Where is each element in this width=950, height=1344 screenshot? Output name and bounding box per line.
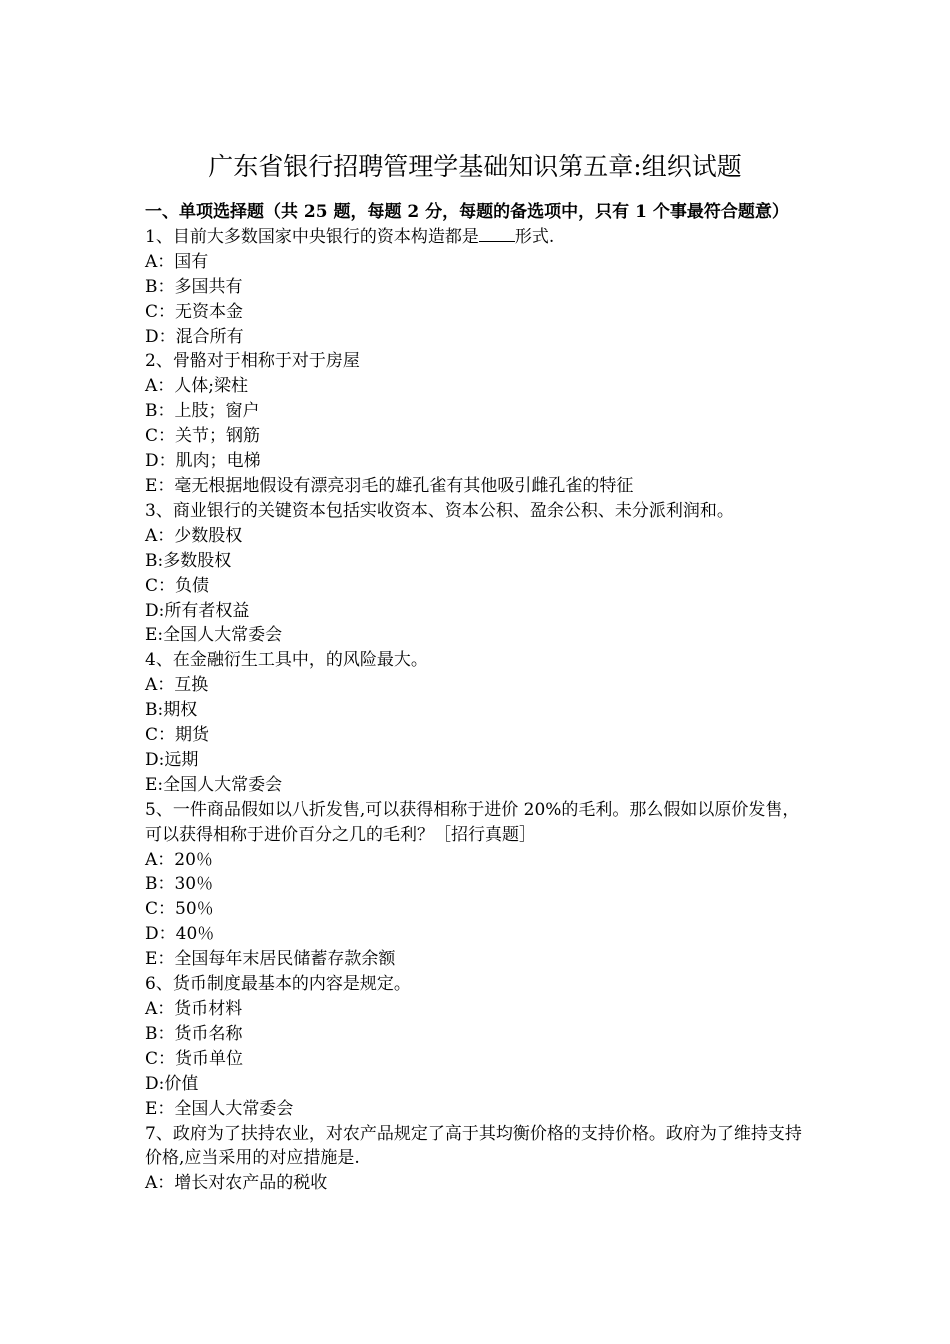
question-3-option-c: C：负债 bbox=[145, 575, 210, 596]
question-6-option-c: C：货币单位 bbox=[145, 1048, 244, 1069]
question-4-option-b: B:期权 bbox=[145, 700, 198, 721]
question-5-option-a: A：20％ bbox=[145, 849, 213, 870]
question-1-text-before: 1、目前大多数国家中央银行的资本构造都是 bbox=[145, 226, 479, 247]
document-title: 广东省银行招聘管理学基础知识第五章:组织试题 bbox=[208, 152, 742, 181]
question-5-option-d: D：40％ bbox=[145, 924, 215, 945]
question-2-option-c: C：关节；钢筋 bbox=[145, 426, 261, 447]
answer-blank bbox=[479, 226, 515, 242]
question-5-option-c: C：50％ bbox=[145, 899, 214, 920]
question-5-option-b: B：30％ bbox=[145, 874, 214, 895]
question-3-option-b: B:多数股权 bbox=[145, 550, 232, 571]
question-2: 2、骨骼对于相称于对于房屋 bbox=[145, 351, 360, 372]
question-6-option-e: E：全国人大常委会 bbox=[145, 1098, 294, 1119]
question-4-option-e: E:全国人大常委会 bbox=[145, 774, 283, 795]
question-1-option-c: C：无资本金 bbox=[145, 301, 244, 322]
question-4-option-c: C：期货 bbox=[145, 725, 210, 746]
question-4: 4、在金融衍生工具中，的风险最大。 bbox=[145, 650, 428, 671]
section-heading: 一、单项选择题（共 25 题，每题 2 分，每题的备选项中，只有 1 个事最符合题意） bbox=[145, 202, 789, 222]
question-4-option-a: A：互换 bbox=[145, 675, 209, 696]
question-6-option-d: D:价值 bbox=[145, 1073, 199, 1094]
question-3: 3、商业银行的关键资本包括实收资本、资本公积、盈余公积、未分派利润和。 bbox=[145, 500, 734, 521]
question-5: 5、一件商品假如以八折发售,可以获得相称于进价 20%的毛利。那么假如以原价发售，可以获得相称于进价百分之几的毛利？［招行真题］ bbox=[145, 799, 800, 845]
question-2-option-b: B：上肢；窗户 bbox=[145, 401, 260, 422]
question-1-option-a: A：国有 bbox=[145, 251, 209, 272]
question-6: 6、货币制度最基本的内容是规定。 bbox=[145, 974, 411, 995]
document-body bbox=[145, 200, 815, 1196]
question-6-option-b: B：货币名称 bbox=[145, 1023, 243, 1044]
question-1-option-b: B：多国共有 bbox=[145, 276, 243, 297]
question-3-option-e: E:全国人大常委会 bbox=[145, 625, 283, 646]
question-7-option-a: A：增长对农产品的税收 bbox=[145, 1173, 328, 1194]
question-4-option-d: D:远期 bbox=[145, 749, 199, 770]
question-2-option-e: E：毫无根据地假设有漂亮羽毛的雄孔雀有其他吸引雌孔雀的特征 bbox=[145, 475, 634, 496]
question-1-option-d: D：混合所有 bbox=[145, 326, 244, 347]
question-6-option-a: A：货币材料 bbox=[145, 999, 243, 1019]
question-2-option-d: D：肌肉；电梯 bbox=[145, 451, 261, 472]
question-1-text-after: 形式. bbox=[514, 226, 555, 247]
question-2-option-a: A：人体;梁柱 bbox=[145, 376, 249, 397]
question-3-option-d: D:所有者权益 bbox=[145, 600, 250, 621]
question-5-option-e: E：全国每年末居民储蓄存款余额 bbox=[145, 949, 396, 970]
question-1 bbox=[145, 225, 815, 250]
question-7: 7、政府为了扶持农业，对农产品规定了高于其均衡价格的支持价格。政府为了维持支持价格,应当采用的对应措施是. bbox=[145, 1123, 802, 1169]
question-3-option-a: A：少数股权 bbox=[145, 525, 243, 546]
